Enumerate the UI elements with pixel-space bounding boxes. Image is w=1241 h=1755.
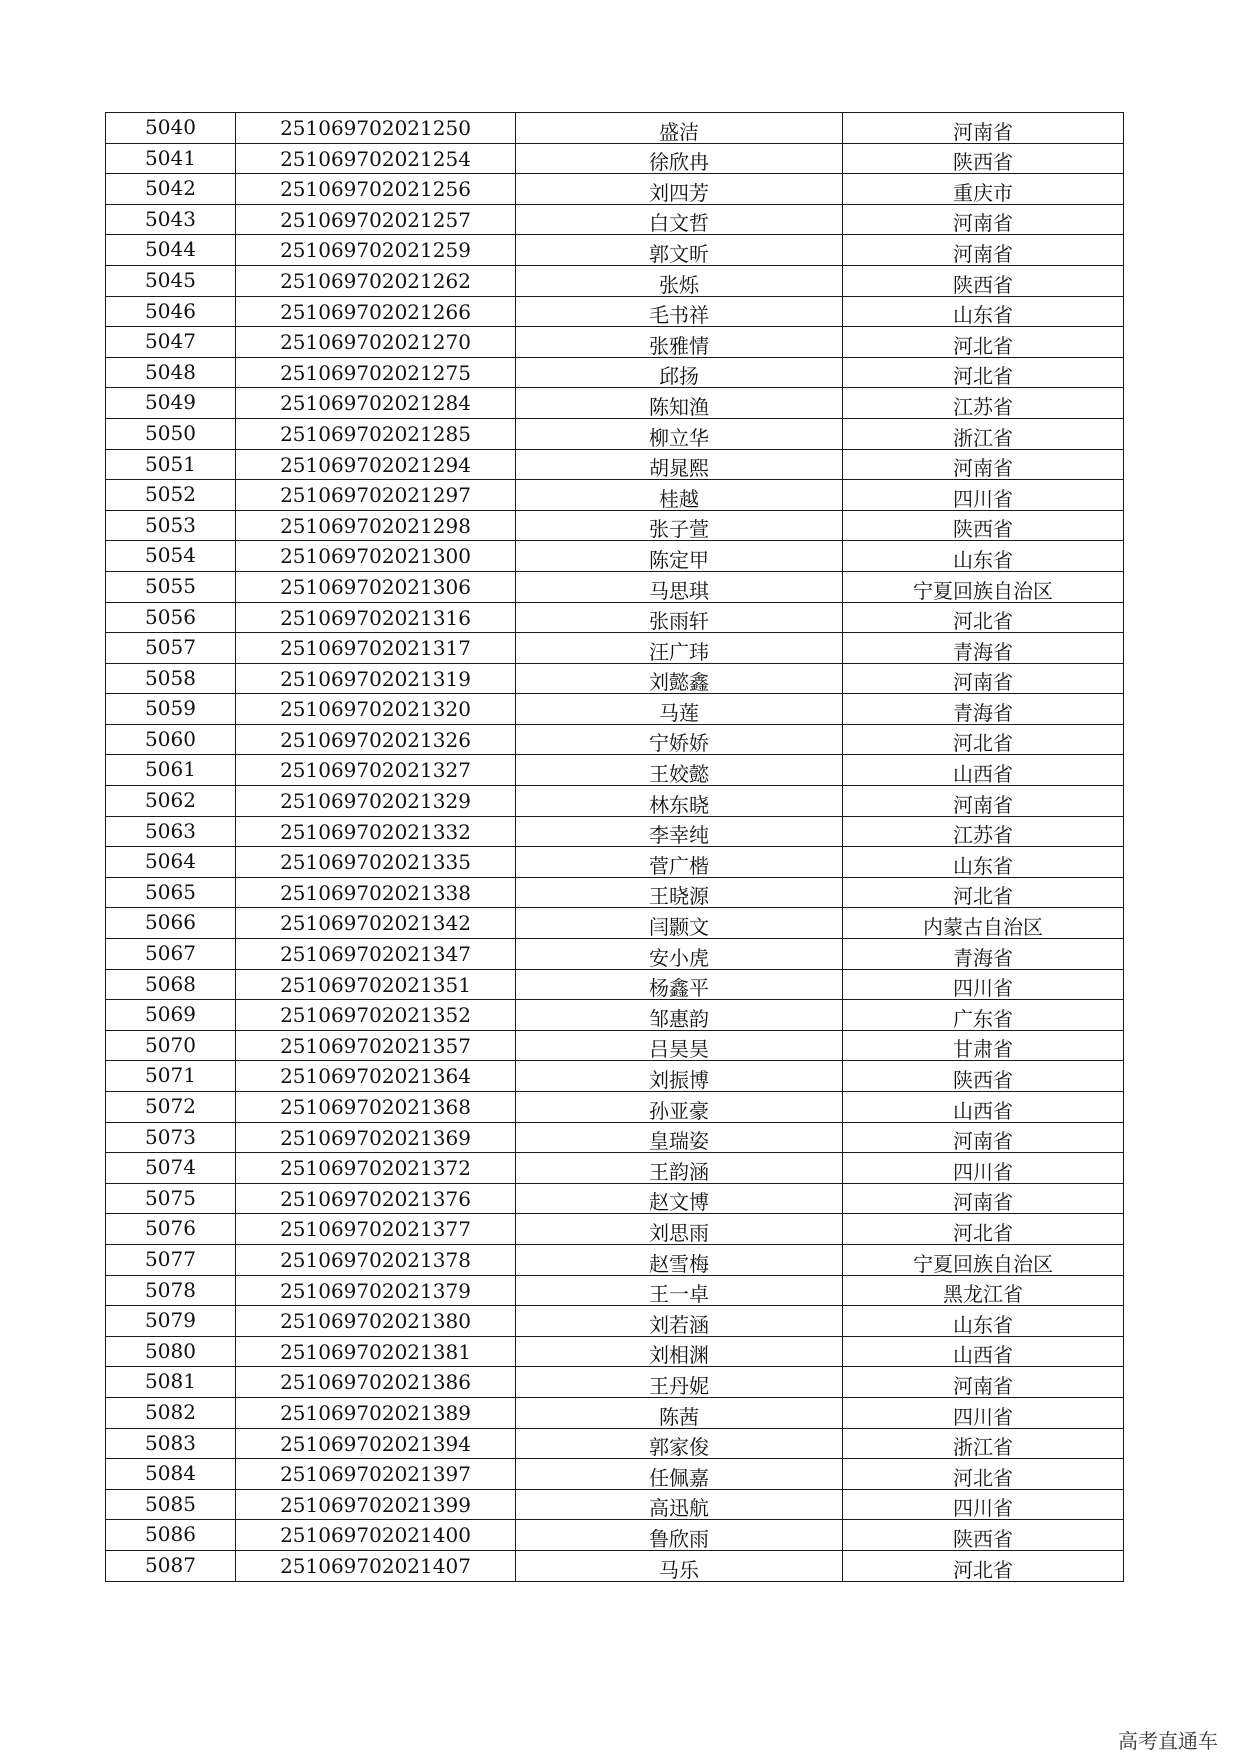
seq-number-cell: 5042	[106, 174, 236, 205]
candidate-id-cell: 251069702021335	[236, 847, 516, 878]
province-cell: 山东省	[843, 541, 1124, 572]
candidate-id-cell: 251069702021378	[236, 1244, 516, 1275]
student-name-cell: 陈茜	[516, 1397, 843, 1428]
table-row	[106, 1244, 1124, 1275]
student-name-cell: 闫颢文	[516, 908, 843, 939]
student-name-cell: 徐欣冉	[516, 143, 843, 174]
province-cell: 陕西省	[843, 265, 1124, 296]
province-cell: 陕西省	[843, 143, 1124, 174]
seq-number-cell: 5085	[106, 1489, 236, 1520]
candidate-id-cell: 251069702021297	[236, 480, 516, 511]
candidate-id-cell: 251069702021386	[236, 1367, 516, 1398]
candidate-id-cell: 251069702021319	[236, 663, 516, 694]
student-name-cell: 张雅情	[516, 327, 843, 358]
candidate-id-cell: 251069702021254	[236, 143, 516, 174]
table-row	[106, 480, 1124, 511]
seq-number-cell: 5056	[106, 602, 236, 633]
province-cell: 四川省	[843, 969, 1124, 1000]
seq-number-cell: 5066	[106, 908, 236, 939]
province-cell: 江苏省	[843, 816, 1124, 847]
student-name-cell: 汪广玮	[516, 633, 843, 664]
seq-number-cell: 5079	[106, 1306, 236, 1337]
candidate-id-cell: 251069702021294	[236, 449, 516, 480]
table-row	[106, 265, 1124, 296]
student-name-cell: 王晓源	[516, 877, 843, 908]
candidate-id-cell: 251069702021347	[236, 939, 516, 970]
province-cell: 山西省	[843, 1336, 1124, 1367]
seq-number-cell: 5062	[106, 786, 236, 817]
seq-number-cell: 5055	[106, 571, 236, 602]
province-cell: 陕西省	[843, 1061, 1124, 1092]
seq-number-cell: 5041	[106, 143, 236, 174]
table-row	[106, 1275, 1124, 1306]
province-cell: 河南省	[843, 786, 1124, 817]
table-row	[106, 357, 1124, 388]
student-name-cell: 白文哲	[516, 204, 843, 235]
candidate-id-cell: 251069702021352	[236, 1000, 516, 1031]
province-cell: 河南省	[843, 204, 1124, 235]
student-name-cell: 刘思雨	[516, 1214, 843, 1245]
seq-number-cell: 5067	[106, 939, 236, 970]
student-name-cell: 王韵涵	[516, 1153, 843, 1184]
seq-number-cell: 5054	[106, 541, 236, 572]
seq-number-cell: 5084	[106, 1459, 236, 1490]
student-name-cell: 李幸纯	[516, 816, 843, 847]
candidate-id-cell: 251069702021379	[236, 1275, 516, 1306]
candidate-id-cell: 251069702021256	[236, 174, 516, 205]
province-cell: 山东省	[843, 296, 1124, 327]
table-row	[106, 1489, 1124, 1520]
candidate-id-cell: 251069702021400	[236, 1520, 516, 1551]
seq-number-cell: 5070	[106, 1030, 236, 1061]
candidate-id-cell: 251069702021317	[236, 633, 516, 664]
student-name-cell: 宁娇娇	[516, 724, 843, 755]
seq-number-cell: 5061	[106, 755, 236, 786]
province-cell: 山东省	[843, 847, 1124, 878]
student-name-cell: 胡晁熙	[516, 449, 843, 480]
seq-number-cell: 5040	[106, 113, 236, 144]
province-cell: 山东省	[843, 1306, 1124, 1337]
candidate-id-cell: 251069702021397	[236, 1459, 516, 1490]
candidate-id-cell: 251069702021284	[236, 388, 516, 419]
student-name-cell: 郭家俊	[516, 1428, 843, 1459]
seq-number-cell: 5057	[106, 633, 236, 664]
table-row	[106, 235, 1124, 266]
table-row	[106, 1214, 1124, 1245]
candidate-id-cell: 251069702021316	[236, 602, 516, 633]
province-cell: 河南省	[843, 113, 1124, 144]
table-row	[106, 1153, 1124, 1184]
seq-number-cell: 5060	[106, 724, 236, 755]
province-cell: 黑龙江省	[843, 1275, 1124, 1306]
province-cell: 广东省	[843, 1000, 1124, 1031]
student-name-cell: 邹惠韵	[516, 1000, 843, 1031]
candidate-id-cell: 251069702021327	[236, 755, 516, 786]
seq-number-cell: 5071	[106, 1061, 236, 1092]
seq-number-cell: 5073	[106, 1122, 236, 1153]
province-cell: 青海省	[843, 633, 1124, 664]
table-row	[106, 1428, 1124, 1459]
province-cell: 河北省	[843, 877, 1124, 908]
candidate-id-cell: 251069702021372	[236, 1153, 516, 1184]
table-row	[106, 1520, 1124, 1551]
table-row	[106, 602, 1124, 633]
province-cell: 四川省	[843, 480, 1124, 511]
seq-number-cell: 5064	[106, 847, 236, 878]
student-name-cell: 陈知渔	[516, 388, 843, 419]
seq-number-cell: 5044	[106, 235, 236, 266]
student-name-cell: 毛书祥	[516, 296, 843, 327]
table-row	[106, 418, 1124, 449]
seq-number-cell: 5047	[106, 327, 236, 358]
province-cell: 河南省	[843, 1183, 1124, 1214]
seq-number-cell: 5050	[106, 418, 236, 449]
seq-number-cell: 5053	[106, 510, 236, 541]
candidate-id-cell: 251069702021257	[236, 204, 516, 235]
seq-number-cell: 5087	[106, 1550, 236, 1581]
table-row	[106, 908, 1124, 939]
candidate-id-cell: 251069702021266	[236, 296, 516, 327]
province-cell: 浙江省	[843, 418, 1124, 449]
province-cell: 宁夏回族自治区	[843, 1244, 1124, 1275]
candidate-id-cell: 251069702021394	[236, 1428, 516, 1459]
province-cell: 河北省	[843, 1550, 1124, 1581]
table-row	[106, 694, 1124, 725]
candidate-id-cell: 251069702021326	[236, 724, 516, 755]
candidate-id-cell: 251069702021332	[236, 816, 516, 847]
candidate-id-cell: 251069702021342	[236, 908, 516, 939]
table-row	[106, 1397, 1124, 1428]
table-row	[106, 633, 1124, 664]
seq-number-cell: 5075	[106, 1183, 236, 1214]
province-cell: 重庆市	[843, 174, 1124, 205]
student-name-cell: 张子萱	[516, 510, 843, 541]
seq-number-cell: 5068	[106, 969, 236, 1000]
province-cell: 陕西省	[843, 510, 1124, 541]
table-row	[106, 1030, 1124, 1061]
student-name-cell: 刘相渊	[516, 1336, 843, 1367]
candidate-id-cell: 251069702021364	[236, 1061, 516, 1092]
student-name-cell: 高迅航	[516, 1489, 843, 1520]
seq-number-cell: 5083	[106, 1428, 236, 1459]
seq-number-cell: 5052	[106, 480, 236, 511]
student-name-cell: 王姣懿	[516, 755, 843, 786]
table-row	[106, 724, 1124, 755]
student-name-cell: 邱扬	[516, 357, 843, 388]
student-name-cell: 鲁欣雨	[516, 1520, 843, 1551]
seq-number-cell: 5078	[106, 1275, 236, 1306]
province-cell: 青海省	[843, 694, 1124, 725]
student-name-cell: 张雨轩	[516, 602, 843, 633]
student-name-cell: 马莲	[516, 694, 843, 725]
student-name-cell: 郭文昕	[516, 235, 843, 266]
province-cell: 四川省	[843, 1153, 1124, 1184]
table-row	[106, 1061, 1124, 1092]
student-name-cell: 刘振博	[516, 1061, 843, 1092]
seq-number-cell: 5065	[106, 877, 236, 908]
seq-number-cell: 5059	[106, 694, 236, 725]
student-name-cell: 王一卓	[516, 1275, 843, 1306]
table-row	[106, 388, 1124, 419]
table-row	[106, 939, 1124, 970]
province-cell: 河北省	[843, 327, 1124, 358]
table-row	[106, 204, 1124, 235]
candidate-id-cell: 251069702021399	[236, 1489, 516, 1520]
seq-number-cell: 5051	[106, 449, 236, 480]
student-name-cell: 张烁	[516, 265, 843, 296]
table-row	[106, 969, 1124, 1000]
seq-number-cell: 5076	[106, 1214, 236, 1245]
candidate-id-cell: 251069702021338	[236, 877, 516, 908]
province-cell: 河南省	[843, 1367, 1124, 1398]
candidate-id-cell: 251069702021381	[236, 1336, 516, 1367]
candidate-id-cell: 251069702021351	[236, 969, 516, 1000]
seq-number-cell: 5045	[106, 265, 236, 296]
student-name-cell: 盛洁	[516, 113, 843, 144]
province-cell: 江苏省	[843, 388, 1124, 419]
table-row	[106, 877, 1124, 908]
seq-number-cell: 5077	[106, 1244, 236, 1275]
student-name-cell: 安小虎	[516, 939, 843, 970]
student-name-cell: 柳立华	[516, 418, 843, 449]
seq-number-cell: 5081	[106, 1367, 236, 1398]
province-cell: 甘肃省	[843, 1030, 1124, 1061]
candidate-id-cell: 251069702021250	[236, 113, 516, 144]
candidate-id-cell: 251069702021389	[236, 1397, 516, 1428]
seq-number-cell: 5080	[106, 1336, 236, 1367]
province-cell: 山西省	[843, 755, 1124, 786]
table-row	[106, 449, 1124, 480]
candidate-id-cell: 251069702021357	[236, 1030, 516, 1061]
seq-number-cell: 5082	[106, 1397, 236, 1428]
table-row	[106, 663, 1124, 694]
province-cell: 陕西省	[843, 1520, 1124, 1551]
table-row	[106, 1459, 1124, 1490]
seq-number-cell: 5048	[106, 357, 236, 388]
province-cell: 河北省	[843, 724, 1124, 755]
candidate-id-cell: 251069702021329	[236, 786, 516, 817]
table-row	[106, 174, 1124, 205]
table-row	[106, 1000, 1124, 1031]
table-row	[106, 541, 1124, 572]
table-row	[106, 510, 1124, 541]
table-row	[106, 327, 1124, 358]
table-row	[106, 113, 1124, 144]
province-cell: 浙江省	[843, 1428, 1124, 1459]
student-name-cell: 皇瑞姿	[516, 1122, 843, 1153]
seq-number-cell: 5043	[106, 204, 236, 235]
province-cell: 内蒙古自治区	[843, 908, 1124, 939]
admission-roster-table	[105, 112, 1124, 1582]
province-cell: 河南省	[843, 235, 1124, 266]
province-cell: 四川省	[843, 1489, 1124, 1520]
candidate-id-cell: 251069702021275	[236, 357, 516, 388]
seq-number-cell: 5049	[106, 388, 236, 419]
candidate-id-cell: 251069702021407	[236, 1550, 516, 1581]
table-row	[106, 786, 1124, 817]
candidate-id-cell: 251069702021376	[236, 1183, 516, 1214]
student-name-cell: 林东晓	[516, 786, 843, 817]
candidate-id-cell: 251069702021320	[236, 694, 516, 725]
province-cell: 山西省	[843, 1092, 1124, 1123]
seq-number-cell: 5058	[106, 663, 236, 694]
table-row	[106, 1367, 1124, 1398]
province-cell: 四川省	[843, 1397, 1124, 1428]
student-name-cell: 吕昊昊	[516, 1030, 843, 1061]
candidate-id-cell: 251069702021306	[236, 571, 516, 602]
table-row	[106, 1336, 1124, 1367]
student-name-cell: 杨鑫平	[516, 969, 843, 1000]
province-cell: 河南省	[843, 449, 1124, 480]
seq-number-cell: 5072	[106, 1092, 236, 1123]
candidate-id-cell: 251069702021270	[236, 327, 516, 358]
student-name-cell: 赵文博	[516, 1183, 843, 1214]
table-row	[106, 571, 1124, 602]
candidate-id-cell: 251069702021259	[236, 235, 516, 266]
student-name-cell: 菅广楷	[516, 847, 843, 878]
province-cell: 河南省	[843, 1122, 1124, 1153]
table-row	[106, 1183, 1124, 1214]
seq-number-cell: 5069	[106, 1000, 236, 1031]
candidate-id-cell: 251069702021298	[236, 510, 516, 541]
table-row	[106, 755, 1124, 786]
student-name-cell: 刘若涵	[516, 1306, 843, 1337]
candidate-id-cell: 251069702021380	[236, 1306, 516, 1337]
student-name-cell: 任佩嘉	[516, 1459, 843, 1490]
table-row	[106, 1550, 1124, 1581]
candidate-id-cell: 251069702021300	[236, 541, 516, 572]
table-row	[106, 296, 1124, 327]
student-name-cell: 刘四芳	[516, 174, 843, 205]
student-name-cell: 陈定甲	[516, 541, 843, 572]
student-name-cell: 马乐	[516, 1550, 843, 1581]
province-cell: 河南省	[843, 663, 1124, 694]
candidate-id-cell: 251069702021369	[236, 1122, 516, 1153]
roster-body	[106, 113, 1124, 1582]
candidate-id-cell: 251069702021368	[236, 1092, 516, 1123]
table-row	[106, 816, 1124, 847]
table-row	[106, 143, 1124, 174]
province-cell: 河北省	[843, 357, 1124, 388]
candidate-id-cell: 251069702021285	[236, 418, 516, 449]
table-row	[106, 1122, 1124, 1153]
seq-number-cell: 5046	[106, 296, 236, 327]
province-cell: 河北省	[843, 1214, 1124, 1245]
province-cell: 河北省	[843, 1459, 1124, 1490]
student-name-cell: 马思琪	[516, 571, 843, 602]
table-row	[106, 1092, 1124, 1123]
table-row	[106, 847, 1124, 878]
student-name-cell: 桂越	[516, 480, 843, 511]
province-cell: 宁夏回族自治区	[843, 571, 1124, 602]
seq-number-cell: 5063	[106, 816, 236, 847]
student-name-cell: 王丹妮	[516, 1367, 843, 1398]
student-name-cell: 赵雪梅	[516, 1244, 843, 1275]
province-cell: 青海省	[843, 939, 1124, 970]
seq-number-cell: 5074	[106, 1153, 236, 1184]
candidate-id-cell: 251069702021377	[236, 1214, 516, 1245]
candidate-id-cell: 251069702021262	[236, 265, 516, 296]
table-row	[106, 1306, 1124, 1337]
student-name-cell: 孙亚豪	[516, 1092, 843, 1123]
province-cell: 河北省	[843, 602, 1124, 633]
seq-number-cell: 5086	[106, 1520, 236, 1551]
watermark-text: 高考直通车	[1118, 1729, 1218, 1753]
student-name-cell: 刘懿鑫	[516, 663, 843, 694]
